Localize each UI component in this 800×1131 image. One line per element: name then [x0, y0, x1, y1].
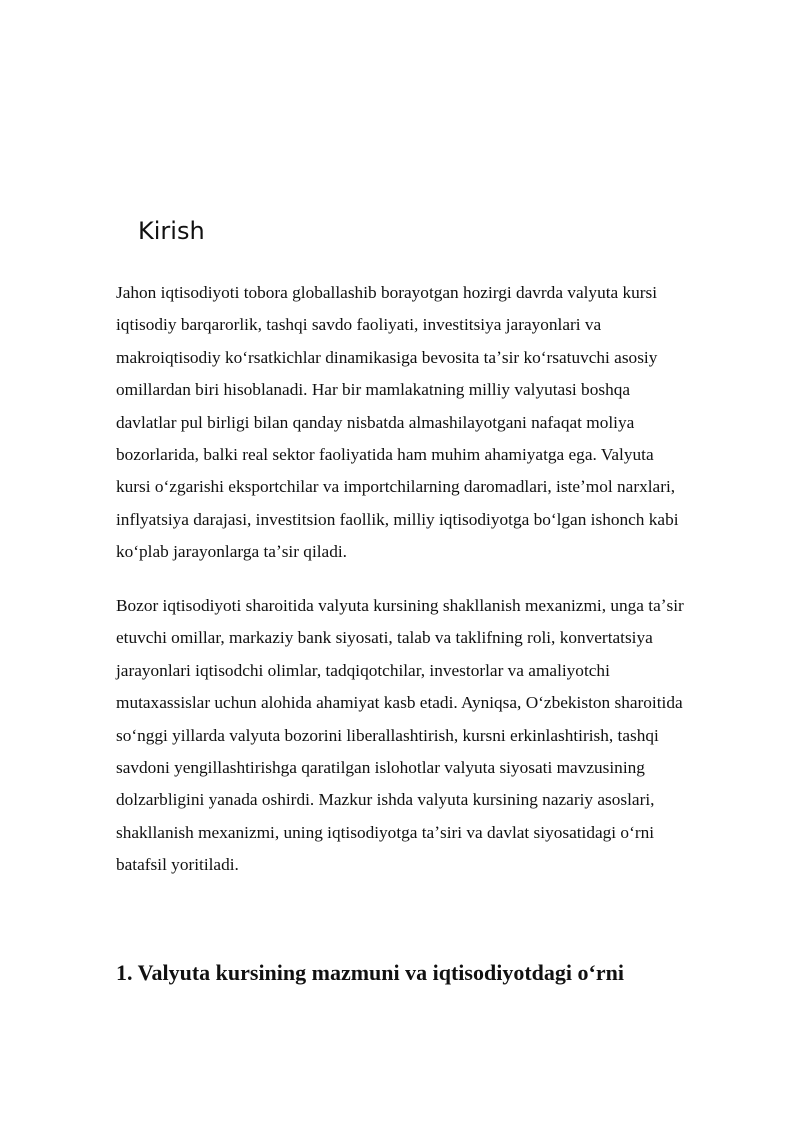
intro-heading: Kirish — [138, 217, 205, 245]
text-line: batafsil yoritiladi. — [116, 855, 239, 875]
text-line: inflyatsiya darajasi, investitsion faollik, milliy iqtisodiyotga boʻlgan ishonch kabi — [116, 509, 679, 529]
text-line: davlatlar pul birligi bilan qanday nisbatda almashilayotgani nafaqat moliya — [116, 412, 635, 432]
text-line: bozorlarida, balki real sektor faoliyatida ham muhim ahamiyatga ega. Valyuta — [116, 445, 654, 465]
text-line: Jahon iqtisodiyoti tobora globallashib borayotgan hozirgi davrda valyuta kursi — [116, 283, 658, 302]
text-line: etuvchi omillar, markaziy bank siyosati, talab va taklifning roli, konvertatsiya — [116, 628, 653, 648]
intro-paragraph-1 — [116, 277, 746, 569]
intro-paragraph-2 — [116, 590, 746, 882]
text-line: Bozor iqtisodiyoti sharoitida valyuta kursining shakllanish mexanizmi, unga taʼsir — [116, 596, 684, 615]
text-line: iqtisodiy barqarorlik, tashqi savdo faoliyati, investitsiya jarayonlari va — [116, 315, 602, 335]
text-line: makroiqtisodiy koʻrsatkichlar dinamikasiga bevosita taʼsir koʻrsatuvchi asosiy — [116, 347, 658, 367]
text-line: jarayonlari iqtisodchi olimlar, tadqiqotchilar, investorlar va amaliyotchi — [116, 660, 610, 680]
text-line: omillardan biri hisoblanadi. Har bir mamlakatning milliy valyutasi boshqa — [116, 380, 631, 400]
text-line: kursi oʻzgarishi eksportchilar va importchilarning daromadlari, isteʼmol narxlari, — [116, 477, 676, 497]
text-line: mutaxassislar uchun alohida ahamiyat kasb etadi. Ayniqsa, Oʻzbekiston sharoitida — [116, 693, 683, 713]
text-line: shakllanish mexanizmi, uning iqtisodiyotga taʼsiri va davlat siyosatidagi oʻrni — [116, 822, 655, 842]
text-line: koʻplab jarayonlarga taʼsir qiladi. — [116, 542, 347, 562]
text-line: savdoni yengillashtirishga qaratilgan islohotlar valyuta siyosati mavzusining — [116, 758, 645, 778]
section-heading: 1. Valyuta kursining mazmuni va iqtisodiyotdagi oʻrni — [116, 960, 624, 985]
text-line: soʻnggi yillarda valyuta bozorini liberallashtirish, kursni erkinlashtirish, tashqi — [116, 725, 659, 745]
text-line: dolzarbligini yanada oshirdi. Mazkur ishda valyuta kursining nazariy asoslari, — [116, 790, 655, 810]
